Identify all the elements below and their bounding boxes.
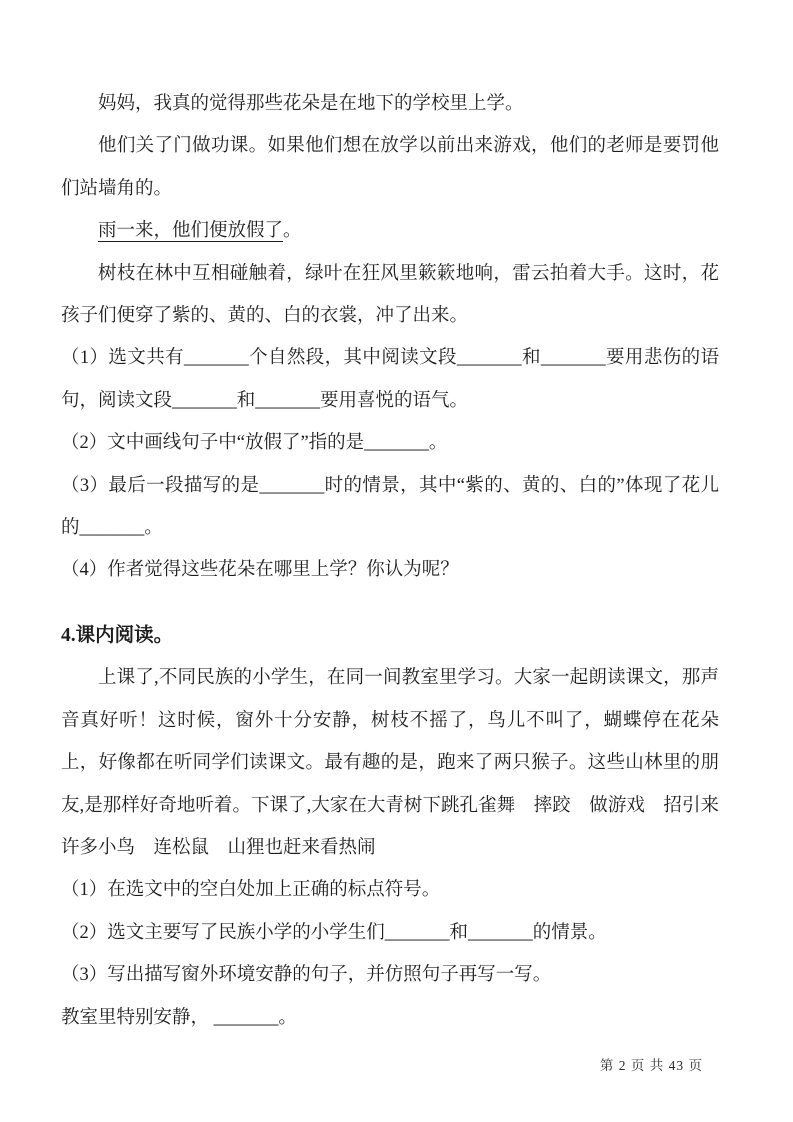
worksheet-content bbox=[61, 83, 719, 1039]
passage1-paragraph-2: 他们关了门做功课。如果他们想在放学以前出来游戏，他们的老师是要罚他们站墙角的。 bbox=[61, 136, 719, 199]
underlined-sentence: 雨一来，他们便放假了 bbox=[98, 221, 284, 242]
passage1-paragraph-4: 树枝在林中互相碰触着，绿叶在狂风里簌簌地响，雷云拍着大手。这时，花孩子们便穿了紫的、黄的、白的衣裳，冲了出来。 bbox=[61, 263, 719, 327]
section4-passage: 上课了,不同民族的小学生，在同一间教室里学习。大家一起朗读课文，那声音真好听！这时候，窗外十分安静，树枝不摇了，鸟儿不叫了，蝴蝶停在花朵上，好像都在听同学们读课文。最有趣的是，跑来了两只猴子。这些山林里的朋友,是那样好奇地听着。下课了,大家在大青树下跳孔雀舞 摔跤 做游戏 招引来许多小鸟 连松鼠 山狸也赶来看热闹 bbox=[61, 668, 719, 858]
passage1-question-2: （2）文中画线句子中“放假了”指的是_______。 bbox=[61, 433, 448, 454]
passage1-paragraph-3 bbox=[61, 210, 719, 252]
passage1-paragraph-1: 妈妈，我真的觉得那些花朵是在地下的学校里上学。 bbox=[98, 94, 524, 114]
section4-heading: 4.课内阅读。 bbox=[61, 624, 174, 646]
underlined-sentence-period: 。 bbox=[283, 221, 302, 242]
section4-question-1: （1）在选文中的空白处加上正确的标点符号。 bbox=[61, 880, 441, 901]
passage1-question-3: （3）最后一段描写的是_______时的情景，其中“紫的、黄的、白的”体现了花儿的_______。 bbox=[61, 475, 719, 539]
section4-question-2: （2）选文主要写了民族小学的小学生们_______和_______的情景。 bbox=[61, 922, 607, 943]
passage1-question-1: （1）选文共有_______个自然段，其中阅读文段_______和_______要用悲伤的语句，阅读文段_______和_______要用喜悦的语气。 bbox=[61, 348, 719, 411]
passage1-question-4: （4）作者觉得这些花朵在哪里上学？你认为呢？ bbox=[61, 560, 459, 581]
page-number-indicator: 第 2 页 共 43 页 bbox=[599, 1058, 703, 1073]
section4-question-3: （3）写出描写窗外环境安静的句子，并仿照句子再写一写。 bbox=[61, 965, 552, 986]
section4-question-3-answer-stem: 教室里特别安静， _______。 bbox=[61, 1007, 297, 1028]
page-footer bbox=[61, 1056, 719, 1076]
